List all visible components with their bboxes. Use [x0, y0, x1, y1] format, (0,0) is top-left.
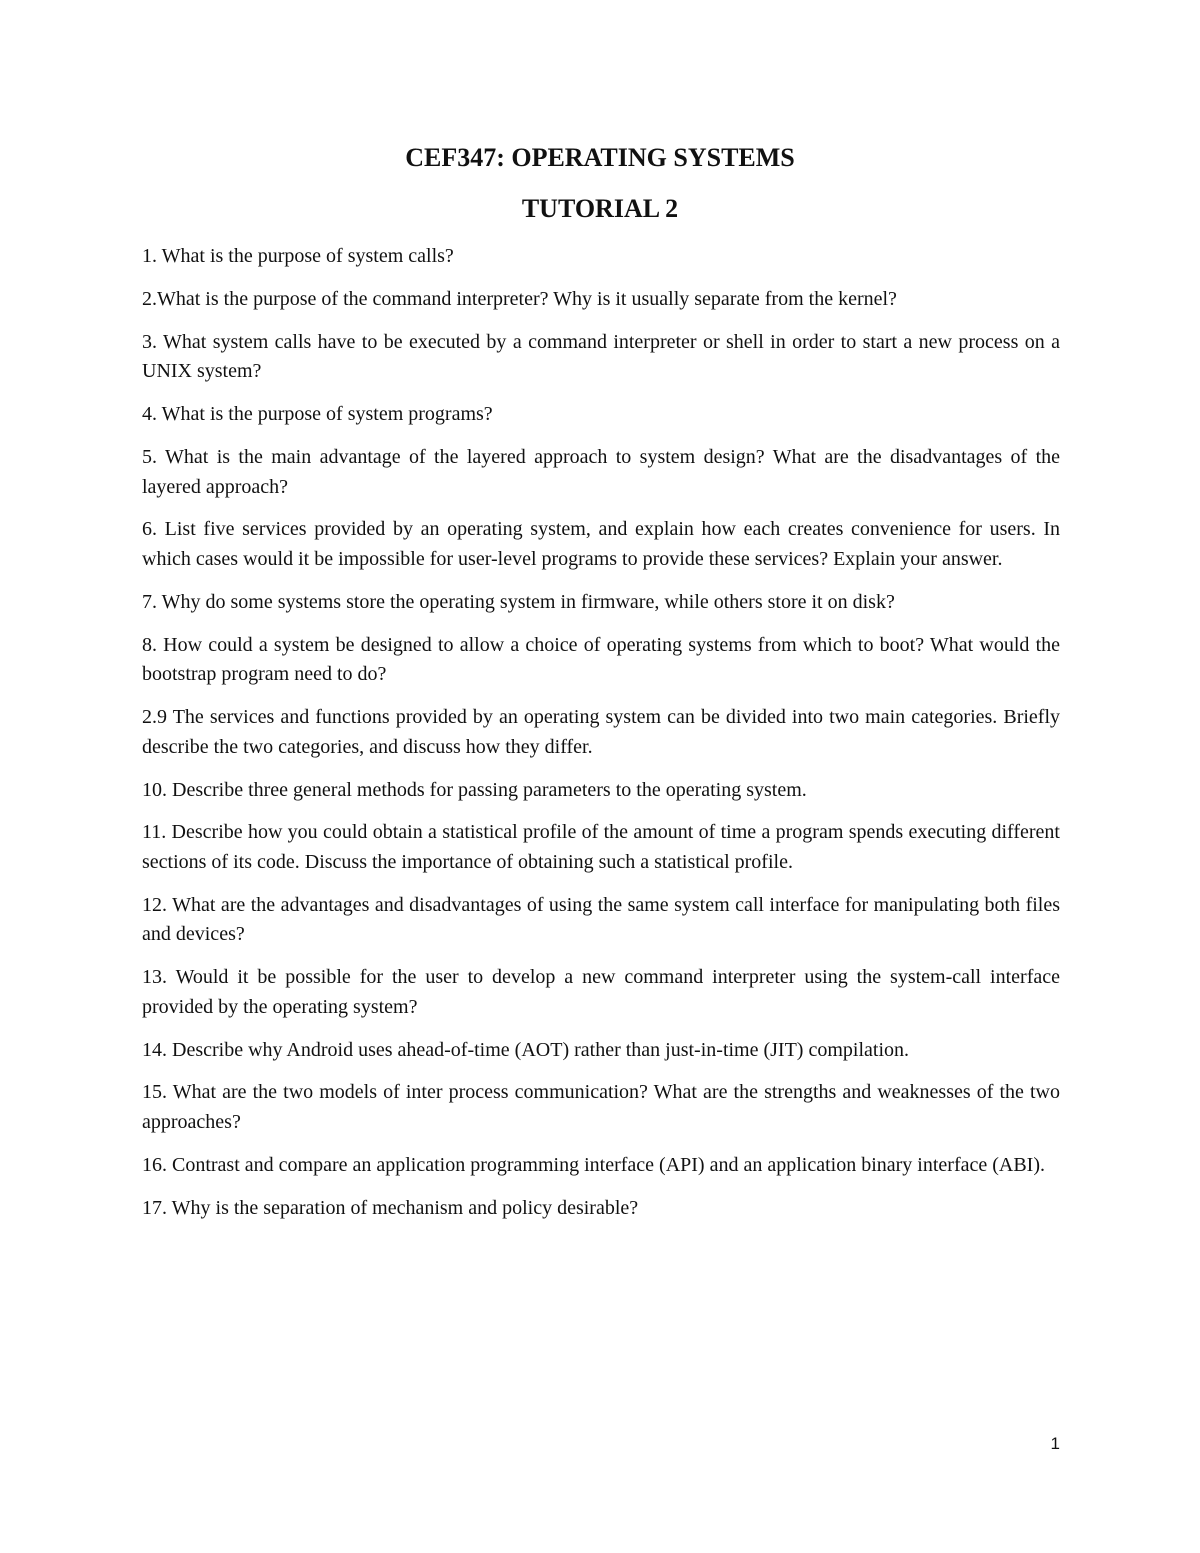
question-item: 17. Why is the separation of mechanism and policy desirable?: [142, 1196, 639, 1219]
question-item: 2.9 The services and functions provided by an operating system can be divided into two main categories. Briefly describe the two categories, and discuss how they differ.: [142, 706, 1060, 758]
question-item: 2.What is the purpose of the command interpreter? Why is it usually separate from the kernel?: [142, 287, 897, 310]
question-item: 10. Describe three general methods for passing parameters to the operating system.: [142, 778, 807, 801]
question-list: [142, 242, 1060, 1237]
question-item: 7. Why do some systems store the operating system in firmware, while others store it on disk?: [142, 590, 895, 613]
question-item: 12. What are the advantages and disadvantages of using the same system call interface for manipulating both files and devices?: [142, 893, 1060, 946]
question-item: 1. What is the purpose of system calls?: [142, 245, 454, 267]
question-item: 13. Would it be possible for the user to develop a new command interpreter using the system-call interface provided by the operating system?: [142, 966, 1060, 1018]
question-item: 8. How could a system be designed to allow a choice of operating systems from which to boot? What would the bootstrap program need to do?: [142, 633, 1060, 686]
question-item: 6. List five services provided by an operating system, and explain how each creates convenience for users. In which cases would it be impossible for user-level programs to provide these services? Explain your answer.: [142, 518, 1060, 570]
question-item: 14. Describe why Android uses ahead-of-time (AOT) rather than just-in-time (JIT) compilation.: [142, 1038, 910, 1061]
page-number: 1: [1050, 1434, 1060, 1453]
question-item: 3. What system calls have to be executed by a command interpreter or shell in order to start a new process on a UNIX system?: [142, 330, 1060, 383]
question-item: 11. Describe how you could obtain a statistical profile of the amount of time a program spends executing different sections of its code. Discuss the importance of obtaining such a statistical profile.: [142, 821, 1060, 873]
question-item: 16. Contrast and compare an application programming interface (API) and an application binary interface (ABI).: [142, 1153, 1045, 1176]
course-title: CEF347: OPERATING SYSTEMS: [405, 143, 795, 172]
question-item: 15. What are the two models of inter process communication? What are the strengths and weaknesses of the two approaches?: [142, 1081, 1060, 1133]
tutorial-title: TUTORIAL 2: [521, 194, 679, 223]
question-item: 5. What is the main advantage of the layered approach to system design? What are the disadvantages of the layered approach?: [142, 446, 1060, 498]
question-item: 4. What is the purpose of system programs?: [142, 403, 493, 426]
